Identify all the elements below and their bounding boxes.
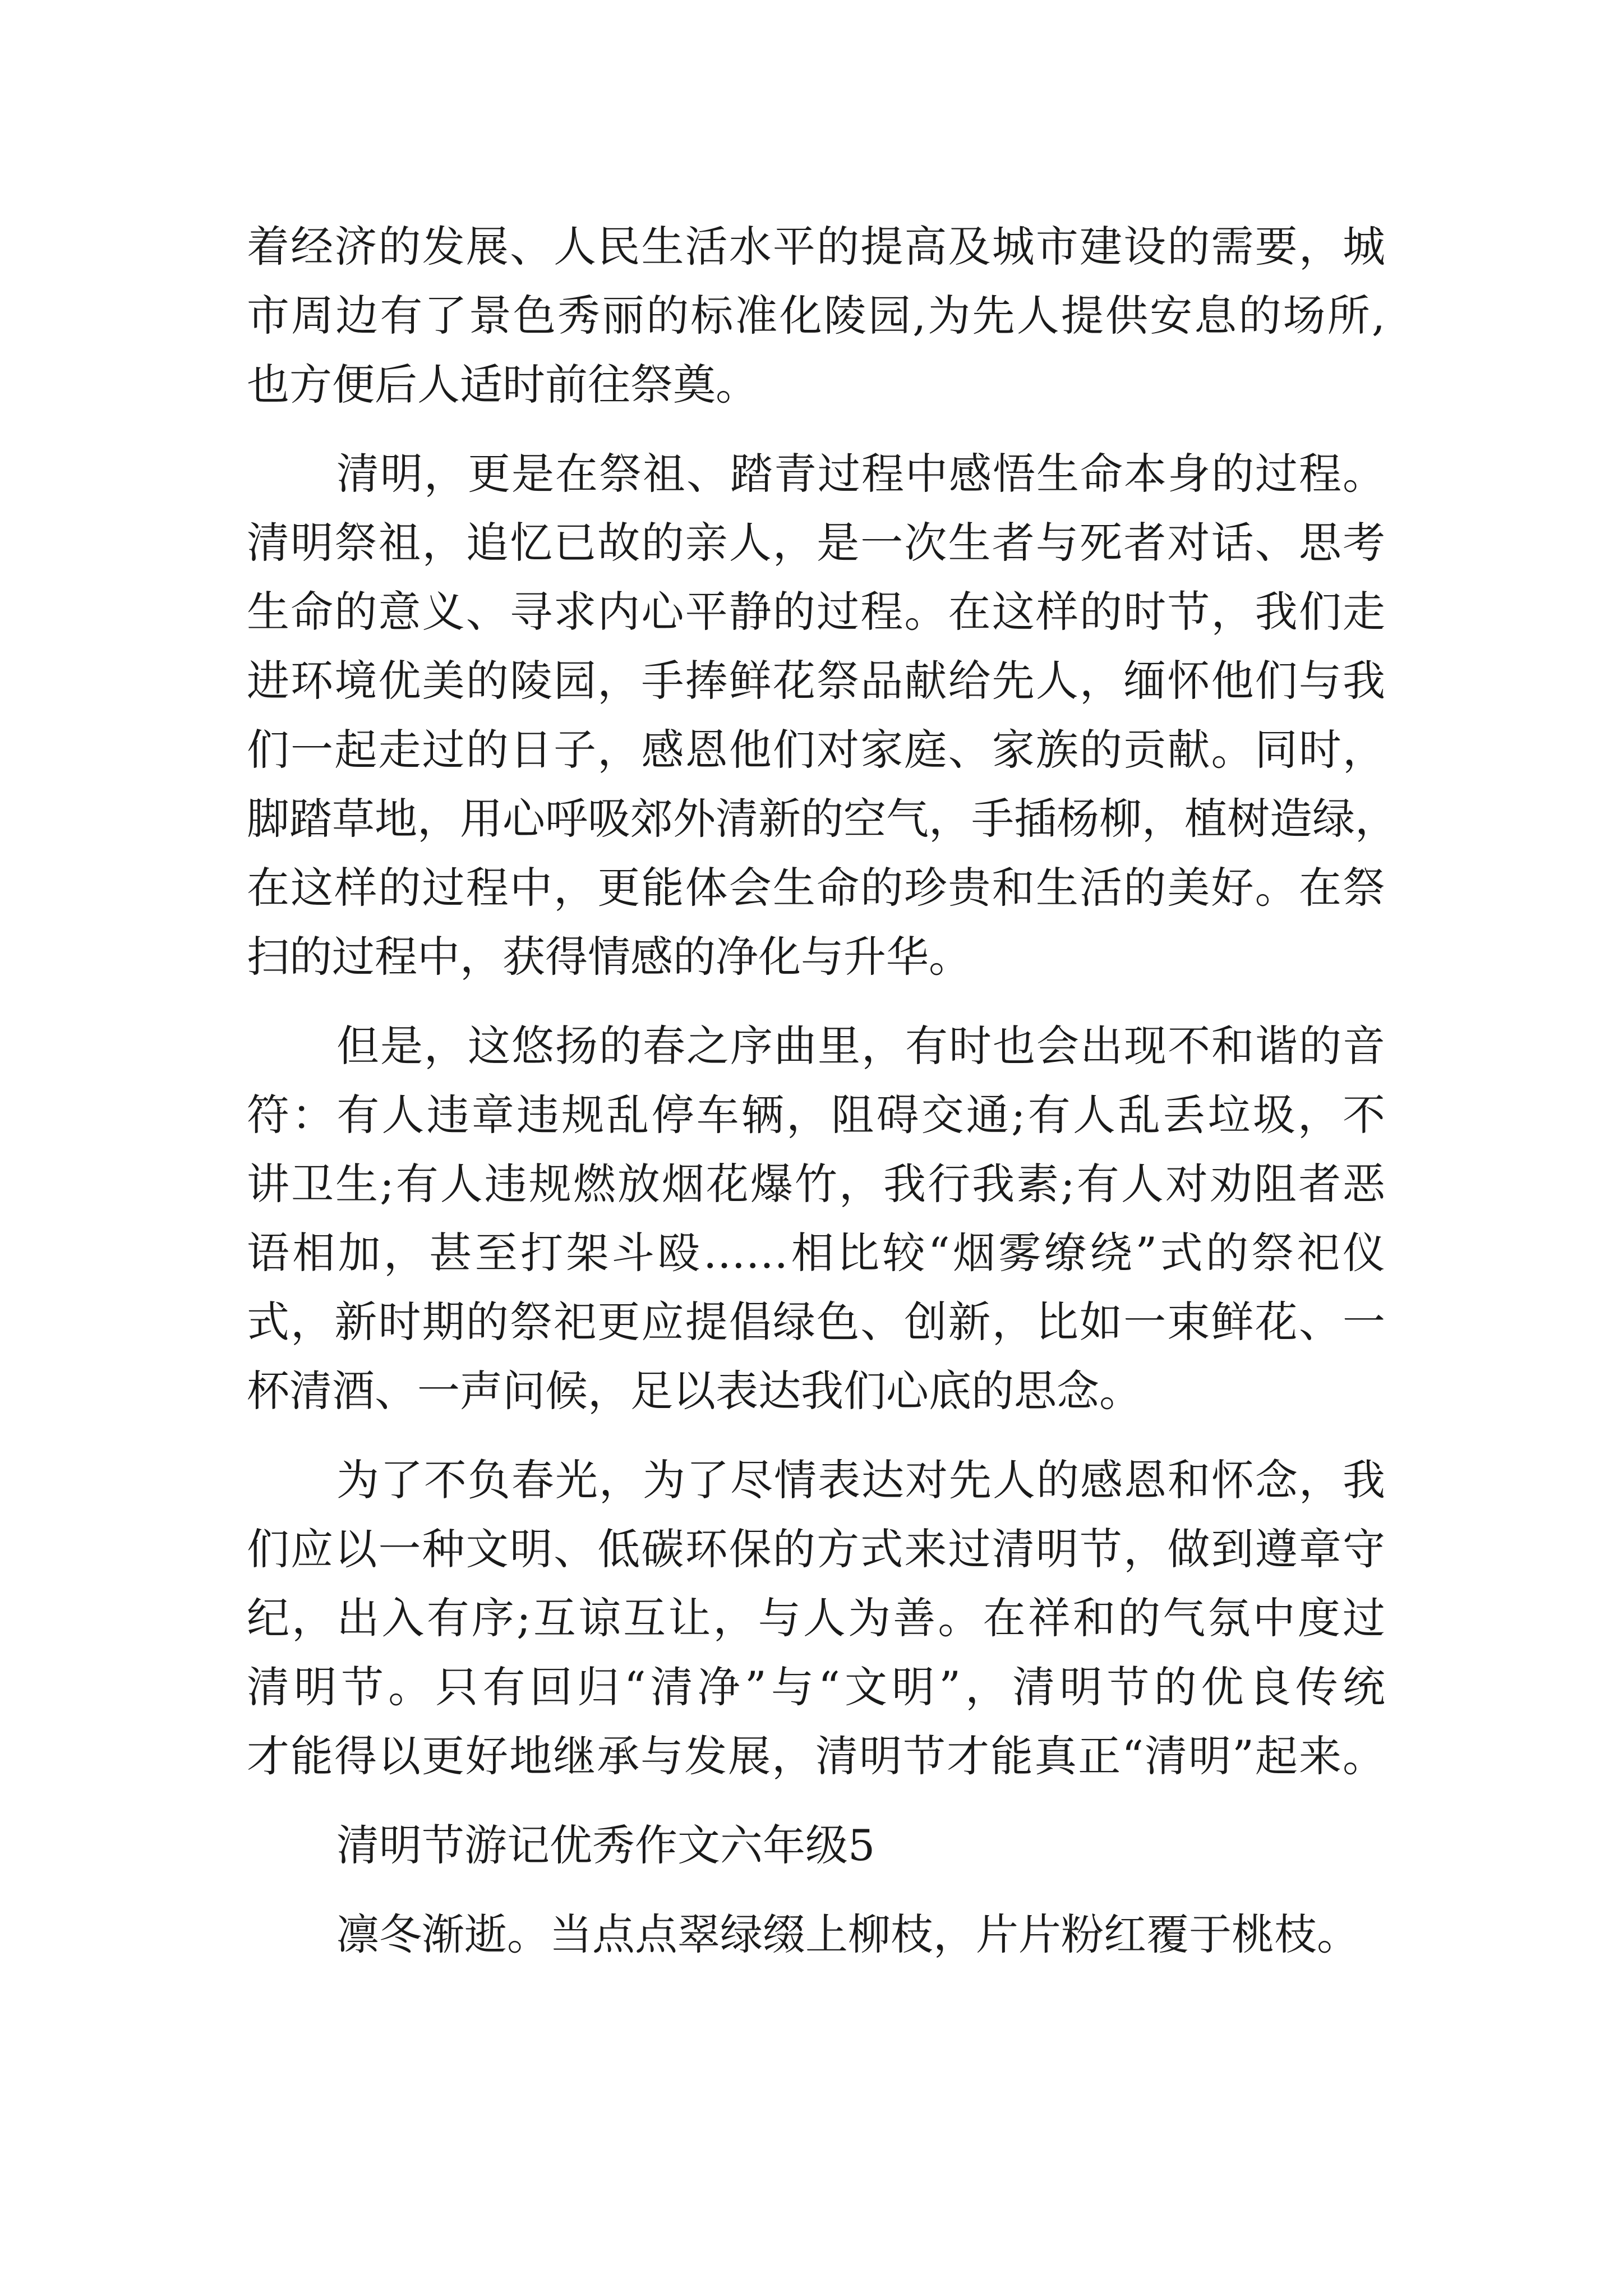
text-line: 才能得以更好地继承与发展，清明节才能真正“清明”起来。 (247, 1731, 1385, 1781)
paragraph-first-line: 凛冬渐逝。当点点翠绿缀上柳枝，片片粉红覆于桃枝。 (336, 1910, 1359, 1959)
text-line: 脚踏草地，用心呼吸郊外清新的空气，手插杨柳，植树造绿， (247, 794, 1398, 844)
text-line: 也方便后人适时前往祭奠。 (247, 360, 758, 409)
text-line: 纪，出入有序;互谅互让，与人为善。在祥和的气氛中度过 (247, 1593, 1385, 1643)
text-line: 符：有人违章违规乱停车辆，阻碍交通;有人乱丢垃圾，不 (247, 1090, 1385, 1140)
text-line: 们一起走过的日子，感恩他们对家庭、家族的贡献。同时， (247, 725, 1385, 775)
text-line: 在这样的过程中，更能体会生命的珍贵和生活的美好。在祭 (247, 863, 1385, 913)
paragraph-first-line: 但是，这悠扬的春之序曲里，有时也会出现不和谐的音 (336, 1021, 1385, 1071)
text-line: 们应以一种文明、低碳环保的方式来过清明节，做到遵章守 (247, 1524, 1385, 1574)
text-line: 市周边有了景色秀丽的标准化陵园,为先人提供安息的场所, (247, 291, 1385, 341)
text-line: 讲卫生;有人违规燃放烟花爆竹，我行我素;有人对劝阻者恶 (247, 1159, 1385, 1209)
text-line: 清明祭祖，追忆已故的亲人，是一次生者与死者对话、思考 (247, 518, 1385, 568)
paragraph-first-line: 为了不负春光，为了尽情表达对先人的感恩和怀念，我 (336, 1455, 1385, 1505)
text-line: 清明节。只有回归“清净”与“文明”，清明节的优良传统 (247, 1662, 1385, 1712)
text-line: 杯清酒、一声问候，足以表达我们心底的思念。 (247, 1366, 1142, 1416)
text-line: 生命的意义、寻求内心平静的过程。在这样的时节，我们走 (247, 587, 1385, 637)
text-line: 语相加，甚至打架斗殴……相比较“烟雾缭绕”式的祭祀仪 (247, 1228, 1385, 1278)
text-line: 式，新时期的祭祀更应提倡绿色、创新，比如一束鲜花、一 (247, 1297, 1385, 1347)
text-line: 进环境优美的陵园，手捧鲜花祭品献给先人，缅怀他们与我 (247, 656, 1385, 706)
text-line: 扫的过程中，获得情感的净化与升华。 (247, 932, 971, 982)
paragraph-first-line: 清明，更是在祭祖、踏青过程中感悟生命本身的过程。 (336, 449, 1385, 499)
text-line: 着经济的发展、人民生活水平的提高及城市建设的需要，城 (247, 222, 1385, 272)
section-heading: 清明节游记优秀作文六年级5 (336, 1820, 875, 1870)
